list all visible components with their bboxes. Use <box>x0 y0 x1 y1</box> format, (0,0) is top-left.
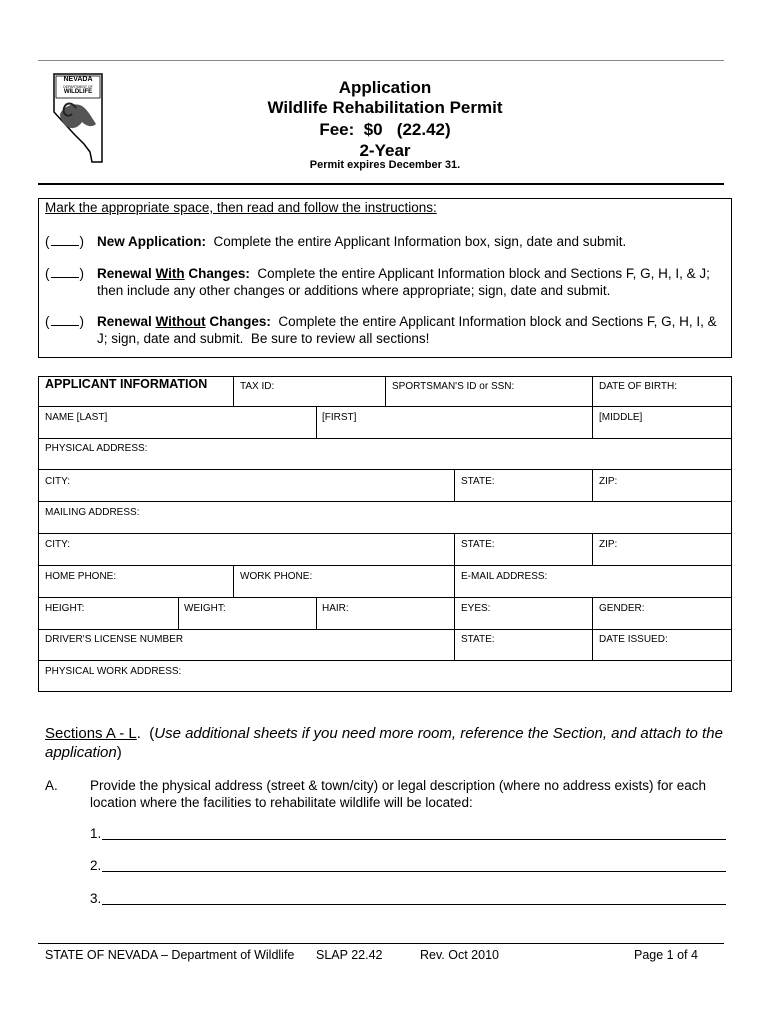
grid-col-line <box>592 597 593 629</box>
sections-heading-label: Sections A - L <box>45 725 137 742</box>
option-label-post: Changes: <box>184 266 250 281</box>
option-text: Complete the entire Applicant Information block and Sections F, G, H, I, & J; sign, date and submit. Be sure to review all sections! <box>97 314 721 346</box>
date-of-birth-field[interactable]: DATE OF BIRTH: <box>599 381 677 392</box>
grid-col-line <box>233 376 234 406</box>
dl-state-field[interactable]: STATE: <box>461 634 495 645</box>
home-phone-field[interactable]: HOME PHONE: <box>45 571 117 582</box>
city-field[interactable]: CITY: <box>45 476 71 487</box>
zip-field[interactable]: ZIP: <box>599 476 618 487</box>
section-a-text: Provide the physical address (street & town/city) or legal description (where no address exists) for each location where the facilities to rehabilitate wildlife will be located: <box>90 778 707 810</box>
grid-col-line <box>454 565 455 597</box>
checkbox-renewal-without-changes[interactable] <box>51 313 79 326</box>
grid-row-line <box>38 660 732 661</box>
section-a-label: A. <box>45 778 58 793</box>
email-field[interactable]: E-MAIL ADDRESS: <box>461 571 548 582</box>
grid-row-line <box>38 597 732 598</box>
sections-heading-note: Use additional sheets if you need more room, reference the Section, and attach to the application <box>45 725 723 761</box>
location-line-2 <box>90 858 101 873</box>
grid-row-line <box>38 501 732 502</box>
height-field[interactable]: HEIGHT: <box>45 603 85 614</box>
location-line-3-input[interactable] <box>102 904 726 905</box>
checkbox-new-application[interactable] <box>51 233 79 246</box>
footer-form-number: SLAP 22.42 <box>316 948 383 962</box>
grid-col-line <box>178 597 179 629</box>
header-rule <box>38 183 724 185</box>
hair-field[interactable]: HAIR: <box>322 603 349 614</box>
grid-row-line <box>38 469 732 470</box>
form-title: Application <box>338 78 432 97</box>
instructions-heading: Mark the appropriate space, then read and follow the instructions: <box>45 200 437 215</box>
option-label-post: Changes: <box>205 314 271 329</box>
logo-text-wildlife: WILDLIFE <box>63 89 93 95</box>
physical-address-field[interactable]: PHYSICAL ADDRESS: <box>45 443 148 454</box>
grid-row-line <box>38 565 732 566</box>
logo-text-dept: DEPARTMENT OF <box>63 85 93 89</box>
mailing-address-field[interactable]: MAILING ADDRESS: <box>45 507 140 518</box>
work-phone-field[interactable]: WORK PHONE: <box>240 571 313 582</box>
option-text: Complete the entire Applicant Information box, sign, date and submit. <box>206 234 627 249</box>
applicant-info-heading: APPLICANT INFORMATION <box>45 377 208 391</box>
grid-row-line <box>38 406 732 407</box>
grid-row-line <box>38 438 732 439</box>
last-name-field[interactable]: NAME [LAST] <box>45 412 108 423</box>
grid-col-line <box>592 406 593 438</box>
weight-field[interactable]: WEIGHT: <box>184 603 226 614</box>
footer-page-number: Page 1 of 4 <box>634 948 698 962</box>
top-rule <box>38 60 724 61</box>
grid-col-line <box>316 406 317 438</box>
option-renewal-with-changes: ( ) Renewal With Changes: Complete the entire Applicant Information block and Sections F, G, H, I, & J; then include any other changes or additions where appropriate; sign, date and submit. <box>45 266 714 298</box>
location-line-1-input[interactable] <box>102 839 726 840</box>
option-label: New Application: <box>97 234 207 249</box>
logo-text-nevada: NEVADA <box>63 76 93 83</box>
grid-row-line <box>38 629 732 630</box>
location-line-number: 1. <box>90 826 102 841</box>
mailing-state-field[interactable]: STATE: <box>461 539 495 550</box>
grid-col-line <box>592 533 593 565</box>
grid-row-line <box>38 533 732 534</box>
location-line-number: 3. <box>90 891 102 906</box>
grid-col-line <box>592 376 593 406</box>
footer-agency: STATE OF NEVADA – Department of Wildlife <box>45 948 295 962</box>
grid-col-line <box>454 597 455 629</box>
checkbox-renewal-with-changes[interactable] <box>51 265 79 278</box>
footer-rule <box>38 943 724 944</box>
grid-col-line <box>316 597 317 629</box>
state-field[interactable]: STATE: <box>461 476 495 487</box>
form-subtitle: Wildlife Rehabilitation Permit <box>267 98 503 117</box>
option-label-pre: Renewal <box>97 314 156 329</box>
mailing-zip-field[interactable]: ZIP: <box>599 539 618 550</box>
grid-col-line <box>454 629 455 660</box>
option-new-application: ( ) New Application: Complete the entire Applicant Information box, sign, date and submit. <box>45 234 627 249</box>
grid-col-line <box>385 376 386 406</box>
gender-field[interactable]: GENDER: <box>599 603 645 614</box>
location-line-2-input[interactable] <box>102 871 726 872</box>
grid-col-line <box>233 565 234 597</box>
form-term: 2-Year <box>359 141 411 160</box>
eyes-field[interactable]: EYES: <box>461 603 491 614</box>
sections-heading: Sections A - L. (Use additional sheets if you need more room, reference the Section, and attach to the application) <box>45 725 723 761</box>
nevada-wildlife-logo <box>52 72 104 164</box>
middle-name-field[interactable]: [MIDDLE] <box>599 412 643 423</box>
location-line-1 <box>90 826 101 841</box>
mailing-city-field[interactable]: CITY: <box>45 539 71 550</box>
grid-col-line <box>592 469 593 501</box>
grid-col-line <box>454 533 455 565</box>
grid-col-line <box>454 469 455 501</box>
option-label-underlined: Without <box>155 314 206 329</box>
option-label-underlined: With <box>155 266 185 281</box>
option-label-pre: Renewal <box>97 266 156 281</box>
form-fee: Fee: $0 (22.42) <box>319 120 451 139</box>
work-address-field[interactable]: PHYSICAL WORK ADDRESS: <box>45 666 182 677</box>
location-line-3 <box>90 891 101 906</box>
footer-revision: Rev. Oct 2010 <box>420 948 499 962</box>
grid-col-line <box>592 629 593 660</box>
location-line-number: 2. <box>90 858 102 873</box>
permit-expiry: Permit expires December 31. <box>309 159 461 171</box>
drivers-license-field[interactable]: DRIVER'S LICENSE NUMBER <box>45 634 184 645</box>
date-issued-field[interactable]: DATE ISSUED: <box>599 634 668 645</box>
option-text: Complete the entire Applicant Information block and Sections F, G, H, I, & J; then include any other changes or additions where appropriate; sign, date and submit. <box>97 266 714 298</box>
tax-id-field[interactable]: TAX ID: <box>240 381 275 392</box>
option-renewal-without-changes: ( ) Renewal Without Changes: Complete the entire Applicant Information block and Sections F, G, H, I, & J; sign, date and submit. Be sure to review all sections! <box>45 314 721 346</box>
first-name-field[interactable]: [FIRST] <box>322 412 357 423</box>
sportsman-id-field[interactable]: SPORTSMAN'S ID or SSN: <box>392 381 515 392</box>
